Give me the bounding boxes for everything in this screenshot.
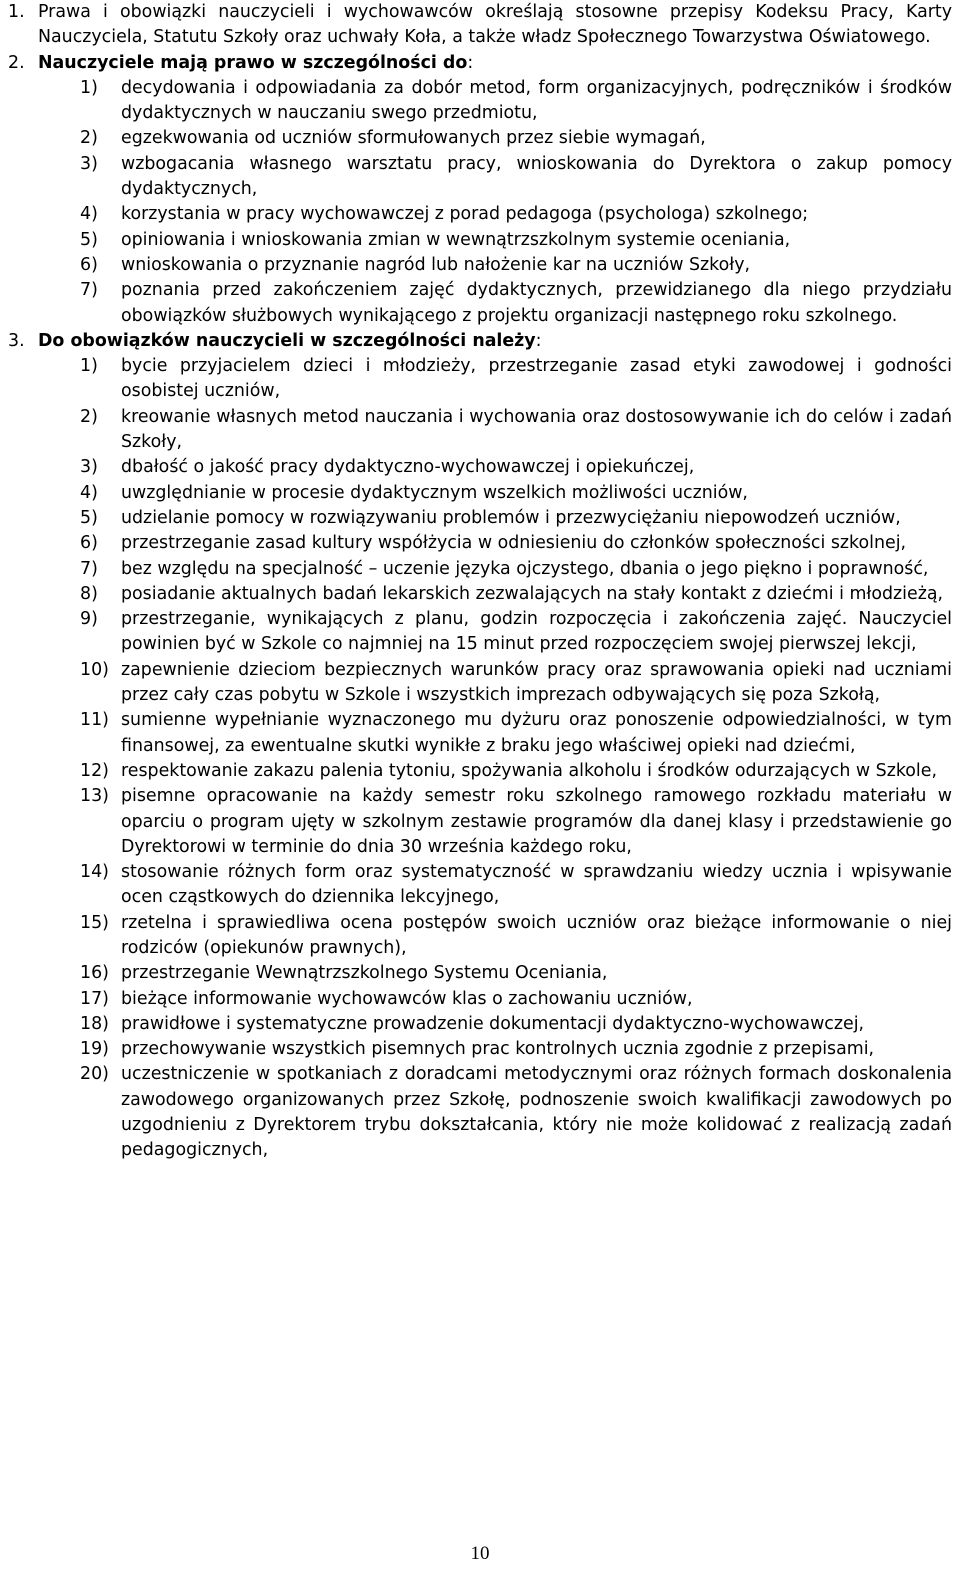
list-item-number: 18) (80, 1013, 109, 1034)
section-3 (8, 329, 952, 354)
list-item-number: 1) (80, 356, 98, 377)
section-2 (8, 51, 952, 76)
list-item (80, 607, 952, 658)
list-item-text: bieżące informowanie wychowawców klas o zachowaniu uczniów, (121, 988, 693, 1009)
list-item-text: przestrzeganie Wewnątrzszkolnego Systemu Oceniania, (121, 963, 608, 984)
section-heading-colon: : (467, 52, 474, 73)
list-item-number: 14) (80, 862, 109, 883)
section-heading-bold: Do obowiązków nauczycieli w szczególności należy (38, 330, 536, 351)
list-item (80, 405, 952, 456)
list-item-text: zapewnienie dzieciom bezpiecznych warunków pracy oraz sprawowania opieki nad uczniami przez cały czas pobytu w Szkole i wszystkich imprezach odbywających się poza Szkołą, (121, 659, 952, 706)
list-item (80, 253, 952, 278)
list-item (80, 987, 952, 1012)
list-item-number: 11) (80, 710, 109, 731)
list-item-text: dbałość o jakość pracy dydaktyczno-wychowawczej i opiekuńczej, (121, 457, 695, 478)
list-item-text: przestrzeganie, wynikających z planu, godzin rozpoczęcia i zakończenia zajęć. Nauczyciel powinien być w Szkole co najmniej na 15 minut przed rozpoczęciem swojej pierwszej lekcji, (121, 609, 952, 655)
list-item-text: pisemne opracowanie na każdy semestr roku szkolnego ramowego rozkładu materiału w oparciu o program ujęty w szkolnym zestawie programów dla danej klasy i przedstawienie go Dyrektorowi w terminie do dnia 30 września każdego roku, (121, 786, 952, 857)
list-item (80, 961, 952, 986)
list-item-text: korzystania w pracy wychowawczej z porad pedagoga (psychologa) szkolnego; (121, 204, 809, 225)
list-item-number: 19) (80, 1039, 109, 1060)
document-page (8, 0, 952, 1164)
section-2-list (80, 76, 952, 329)
section-text: Prawa i obowiązki nauczycieli i wychowawców określają stosowne przepisy Kodeksu Pracy, Karty Nauczyciela, Statutu Szkoły oraz uchwały Koła, a także władz Społecznego Towarzystwa Oświatowego. (38, 2, 952, 48)
list-item-text: opiniowania i wnioskowania zmian w wewnątrzszkolnym systemie oceniania, (121, 229, 791, 250)
list-item-text: udzielanie pomocy w rozwiązywaniu problemów i przezwyciężaniu niepowodzeń uczniów, (121, 507, 901, 528)
list-item (80, 784, 952, 860)
list-item (80, 911, 952, 962)
list-item (80, 455, 952, 480)
list-item-number: 3) (80, 153, 98, 174)
list-item (80, 278, 952, 329)
list-item-text: posiadanie aktualnych badań lekarskich zezwalających na stały kontakt z dziećmi i młodzieżą, (121, 583, 944, 604)
list-item-text: uwzględnianie w procesie dydaktycznym wszelkich możliwości uczniów, (121, 482, 748, 503)
list-item-text: kreowanie własnych metod nauczania i wychowania oraz dostosowywanie ich do celów i zadań Szkoły, (121, 406, 952, 453)
section-heading (38, 51, 952, 76)
list-item (80, 481, 952, 506)
list-item (80, 354, 952, 405)
list-item-number: 15) (80, 912, 109, 933)
list-item (80, 531, 952, 556)
list-item-text: rzetelna i sprawiedliwa ocena postępów swoich uczniów oraz bieżące informowanie o niej rodziców (opiekunów prawnych), (121, 912, 952, 958)
list-item-number: 17) (80, 988, 109, 1009)
list-item-text: respektowanie zakazu palenia tytoniu, spożywania alkoholu i środków odurzających w Szkole, (121, 760, 937, 781)
list-item-number: 6) (80, 533, 98, 554)
section-number: 1. (8, 2, 25, 22)
list-item-number: 4) (80, 482, 98, 503)
section-1 (8, 0, 952, 51)
list-item-number: 6) (80, 254, 98, 275)
list-item-text: bez względu na specjalność – uczenie języka ojczystego, dbania o jego piękno i poprawność, (121, 558, 929, 579)
list-item-number: 7) (80, 558, 98, 579)
list-item-number: 2) (80, 128, 98, 149)
list-item-number: 12) (80, 760, 109, 781)
list-item (80, 126, 952, 151)
list-item (80, 1012, 952, 1037)
list-item (80, 557, 952, 582)
section-number: 2. (8, 52, 25, 73)
section-heading-bold: Nauczyciele mają prawo w szczególności do (38, 52, 468, 73)
list-item-text: decydowania i odpowiadania za dobór metod, form organizacyjnych, podręczników i środków dydaktycznych w nauczaniu swego przedmiotu, (121, 77, 952, 124)
section-heading-colon: : (535, 330, 542, 351)
list-item (80, 658, 952, 709)
list-item (80, 228, 952, 253)
list-item-text: stosowanie różnych form oraz systematyczność w sprawdzaniu wiedzy ucznia i wpisywanie ocen cząstkowych do dziennika lekcyjnego, (121, 862, 952, 908)
list-item-number: 1) (80, 77, 98, 98)
list-item-number: 10) (80, 659, 109, 680)
list-item (80, 1037, 952, 1062)
list-item-number: 13) (80, 786, 109, 807)
list-item (80, 76, 952, 127)
list-item-number: 3) (80, 457, 98, 478)
list-item-number: 5) (80, 229, 98, 250)
list-item-text: prawidłowe i systematyczne prowadzenie dokumentacji dydaktyczno-wychowawczej, (121, 1013, 865, 1034)
list-item-number: 5) (80, 507, 98, 528)
list-item-text: przestrzeganie zasad kultury współżycia w odniesieniu do członków społeczności szkolnej, (121, 533, 907, 554)
list-item-text: wzbogacania własnego warsztatu pracy, wnioskowania do Dyrektora o zakup pomocy dydaktycznych, (121, 153, 952, 200)
list-item-text: poznania przed zakończeniem zajęć dydaktycznych, przewidzianego dla niego przydziału obowiązków służbowych wynikającego z projektu organizacji następnego roku szkolnego. (121, 280, 952, 326)
list-item-text: egzekwowania od uczniów sformułowanych przez siebie wymagań, (121, 128, 706, 149)
list-item-number: 20) (80, 1064, 109, 1085)
list-item-text: uczestniczenie w spotkaniach z doradcami metodycznymi oraz różnych formach doskonalenia zawodowego organizowanych przez Szkołę, podnoszenie swoich kwalifikacji zawodowych po uzgodnieniu z Dyrektorem trybu dokształcania, który nie może kolidować z realizacją zadań pedagogicznych, (121, 1064, 952, 1161)
list-item-number: 16) (80, 963, 109, 984)
list-item (80, 708, 952, 759)
list-item-number: 8) (80, 583, 98, 604)
list-item (80, 1062, 952, 1163)
section-heading (38, 329, 952, 354)
list-item (80, 506, 952, 531)
list-item-text: przechowywanie wszystkich pisemnych prac kontrolnych ucznia zgodnie z przepisami, (121, 1039, 875, 1060)
list-item-number: 9) (80, 609, 98, 630)
section-3-list (80, 354, 952, 1164)
list-item-number: 4) (80, 204, 98, 225)
section-number: 3. (8, 330, 25, 351)
list-item-text: wnioskowania o przyznanie nagród lub nałożenie kar na uczniów Szkoły, (121, 254, 751, 275)
list-item-number: 2) (80, 406, 98, 427)
list-item (80, 582, 952, 607)
list-item (80, 759, 952, 784)
list-item (80, 152, 952, 203)
list-item-text: sumienne wypełnianie wyznaczonego mu dyżuru oraz ponoszenie odpowiedzialności, w tym finansowej, za ewentualne skutki wynikłe z braku jego właściwej opieki nad dziećmi, (121, 710, 952, 756)
list-item (80, 202, 952, 227)
list-item (80, 860, 952, 911)
page-number: 10 (470, 1543, 490, 1564)
list-item-number: 7) (80, 280, 98, 301)
list-item-text: bycie przyjacielem dzieci i młodzieży, przestrzeganie zasad etyki zawodowej i godności osobistej uczniów, (121, 356, 952, 402)
